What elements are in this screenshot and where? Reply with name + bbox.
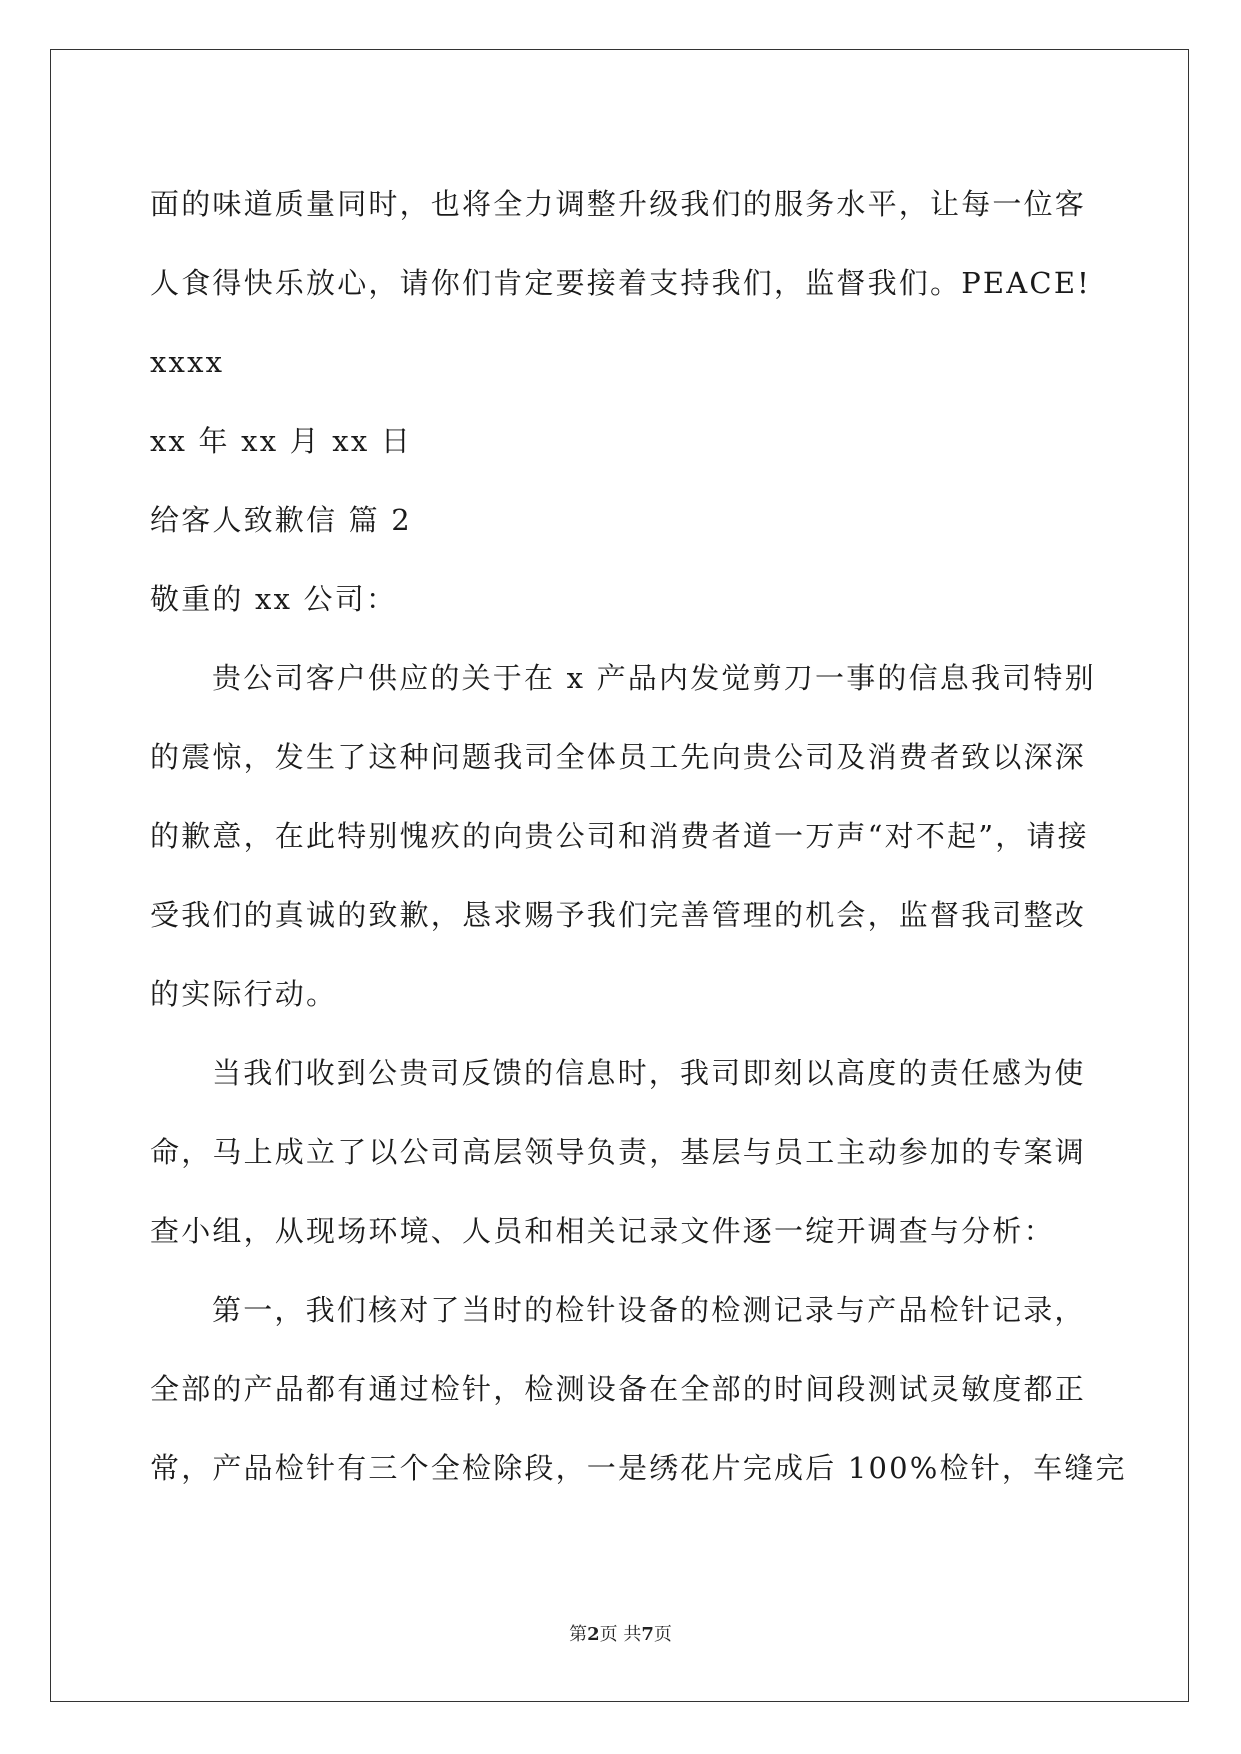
text-line: 的歉意，在此特别愧疚的向贵公司和消费者道一万声“对不起”，请接 xyxy=(150,819,1089,853)
footer-suffix: 页 xyxy=(653,1624,672,1645)
footer-total-pages: 7 xyxy=(641,1624,654,1645)
text-line: 人食得快乐放心，请你们肯定要接着支持我们，监督我们。PEACE! xyxy=(150,266,1092,300)
text-line: 给客人致歉信 篇 2 xyxy=(150,503,412,537)
text-line: 敬重的 xx 公司： xyxy=(150,582,398,616)
footer-current-page: 2 xyxy=(587,1624,600,1645)
text-line: 的实际行动。 xyxy=(150,977,338,1011)
text-line: 的震惊，发生了这种问题我司全体员工先向贵公司及消费者致以深深 xyxy=(150,740,1087,774)
text-line: 全部的产品都有通过检针，检测设备在全部的时间段测试灵敏度都正 xyxy=(150,1372,1087,1406)
document-body xyxy=(150,165,1127,1508)
page-footer xyxy=(0,1620,1241,1646)
text-line: 第一，我们核对了当时的检针设备的检测记录与产品检针记录， xyxy=(212,1293,1086,1327)
footer-prefix: 第 xyxy=(569,1624,588,1645)
footer-middle: 页 共 xyxy=(599,1624,642,1645)
text-line: 受我们的真诚的致歉，恳求赐予我们完善管理的机会，监督我司整改 xyxy=(150,898,1087,932)
text-line: 贵公司客户供应的关于在 x 产品内发觉剪刀一事的信息我司特别 xyxy=(212,661,1096,695)
text-line: 常，产品检针有三个全检除段，一是绣花片完成后 100%检针，车缝完 xyxy=(150,1451,1127,1485)
text-line: xxxx xyxy=(150,345,225,379)
text-line: 命，马上成立了以公司高层领导负责，基层与员工主动参加的专案调 xyxy=(150,1135,1087,1169)
text-line: 当我们收到公贵司反馈的信息时，我司即刻以高度的责任感为使 xyxy=(212,1056,1086,1090)
text-line: xx 年 xx 月 xx 日 xyxy=(150,424,413,458)
text-line: 查小组，从现场环境、人员和相关记录文件逐一绽开调查与分析： xyxy=(150,1214,1055,1248)
text-line: 面的味道质量同时，也将全力调整升级我们的服务水平，让每一位客 xyxy=(150,187,1087,221)
